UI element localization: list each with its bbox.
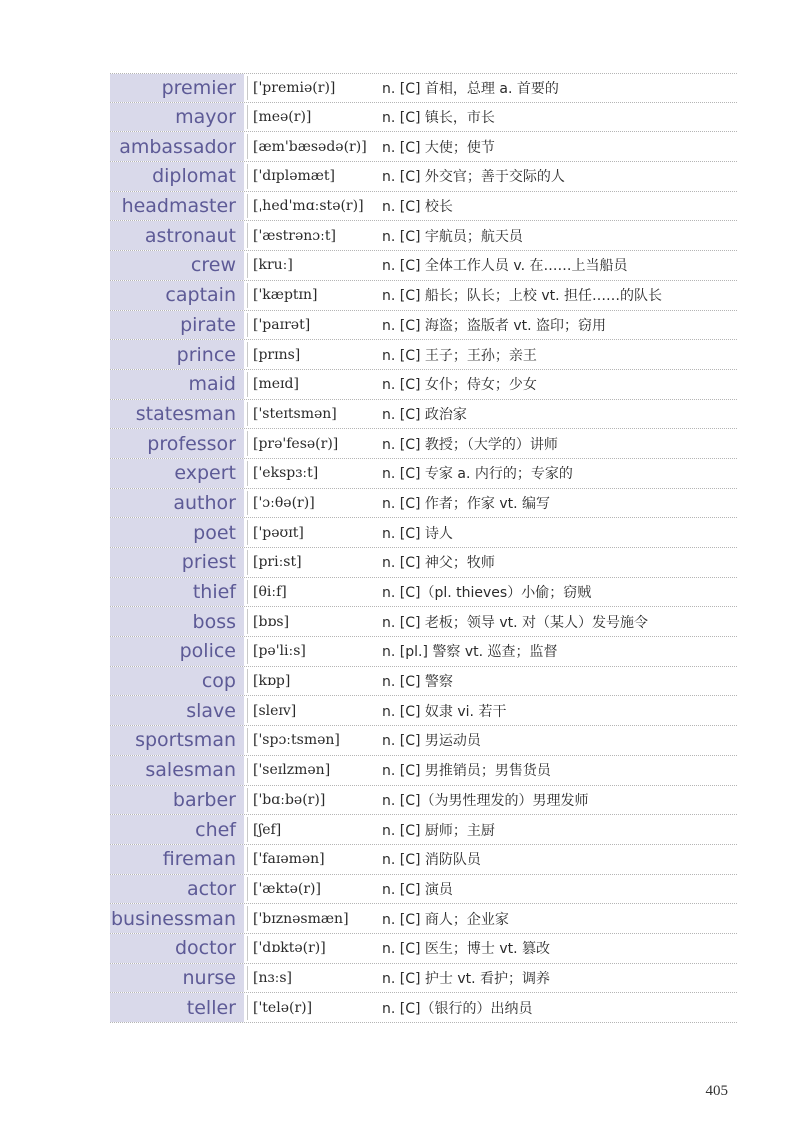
vocab-row [110,429,737,459]
vocab-word: sportsman [110,726,244,755]
vocab-word: police [110,637,244,666]
vocab-row [110,459,737,489]
vocab-word: doctor [110,934,244,963]
vocab-definition: n. [C] 大使；使节 [382,139,495,156]
vocab-phonetic: [meɪd] [244,370,372,399]
vocab-phonetic: [prə'fesə(r)] [244,429,372,458]
vocab-definition: n. [C] 奴隶 vi. 若干 [382,703,507,720]
vocab-phonetic: ['steɪtsmən] [244,400,372,429]
vocab-phonetic: ['æstrənɔːt] [244,221,372,250]
vocab-phonetic: [θiːf] [244,578,372,607]
vocab-row [110,993,737,1023]
vocab-row [110,578,737,608]
vocab-word: businessman [110,904,244,933]
vocab-phonetic: ['pəʊɪt] [244,518,372,547]
vocabulary-table [110,73,737,1023]
vocab-definition: n. [C] 男运动员 [382,733,481,750]
vocab-row [110,696,737,726]
vocab-definition: n. [C] 王子；王孙；亲王 [382,347,537,364]
vocab-definition: n. [C] 诗人 [382,525,453,542]
vocab-definition: n. [C] 宇航员；航天员 [382,228,523,245]
vocab-word: boss [110,607,244,636]
vocab-definition: n. [C] 镇长，市长 [382,110,495,127]
vocab-word: ambassador [110,132,244,161]
vocab-phonetic: [meə(r)] [244,103,372,132]
vocab-row [110,281,737,311]
vocab-definition: n. [C]（为男性理发的）男理发师 [382,792,589,809]
vocab-definition: n. [C] 教授；（大学的）讲师 [382,436,558,453]
vocab-word: thief [110,578,244,607]
page-number: 405 [705,1083,728,1099]
vocab-word: astronaut [110,221,244,250]
vocab-row [110,637,737,667]
vocab-word: nurse [110,964,244,993]
vocab-phonetic: ['bɪznəsmæn] [244,904,372,933]
vocab-word: diplomat [110,162,244,191]
vocab-definition: n. [C] 全体工作人员 v. 在……上当船员 [382,258,628,275]
vocab-phonetic: ['paɪrət] [244,311,372,340]
vocab-definition: n. [C] 女仆；侍女；少女 [382,377,537,394]
vocab-phonetic: [ˌhed'mɑːstə(r)] [244,192,372,221]
vocab-row [110,103,737,133]
vocab-definition: n. [C]（pl. thieves）小偷；窃贼 [382,585,592,602]
vocab-phonetic: [prɪns] [244,340,372,369]
vocab-definition: n. [C] 首相，总理 a. 首要的 [382,80,559,97]
vocab-row [110,518,737,548]
vocab-definition: n. [C] 护士 vt. 看护；调养 [382,970,551,987]
vocab-word: barber [110,786,244,815]
vocab-row [110,73,737,103]
vocab-phonetic: [æm'bæsədə(r)] [244,132,372,161]
vocab-word: cop [110,667,244,696]
vocab-definition: n. [C] 作者；作家 vt. 编写 [382,495,551,512]
vocab-phonetic: ['seɪlzmən] [244,756,372,785]
vocab-phonetic: [priːst] [244,548,372,577]
vocab-word: teller [110,993,244,1022]
vocab-definition: n. [pl.] 警察 vt. 巡查；监督 [382,644,558,661]
vocab-row [110,726,737,756]
vocab-phonetic: [ʃef] [244,815,372,844]
vocab-definition: n. [C] 政治家 [382,406,467,423]
vocab-word: pirate [110,311,244,340]
vocab-row [110,845,737,875]
vocab-row [110,875,737,905]
vocab-word: statesman [110,400,244,429]
vocab-phonetic: ['kæptɪn] [244,281,372,310]
vocab-phonetic: ['telə(r)] [244,993,372,1022]
vocab-row [110,311,737,341]
vocab-definition: n. [C] 老板；领导 vt. 对（某人）发号施令 [382,614,649,631]
vocab-row [110,934,737,964]
vocab-row [110,162,737,192]
vocab-definition: n. [C] 神父；牧师 [382,555,495,572]
vocab-definition: n. [C] 演员 [382,881,453,898]
vocab-phonetic: ['premiə(r)] [244,74,372,102]
vocab-phonetic: ['dɪpləmæt] [244,162,372,191]
vocab-phonetic: ['bɑːbə(r)] [244,786,372,815]
vocab-phonetic: [pə'liːs] [244,637,372,666]
vocab-row [110,489,737,519]
vocab-phonetic: [kɒp] [244,667,372,696]
vocab-word: professor [110,429,244,458]
vocab-definition: n. [C] 海盗；盗版者 vt. 盗印；窃用 [382,317,607,334]
vocab-row [110,192,737,222]
vocab-definition: n. [C]（银行的）出纳员 [382,1000,533,1017]
vocab-definition: n. [C] 男推销员；男售货员 [382,763,551,780]
vocab-word: fireman [110,845,244,874]
vocab-row [110,370,737,400]
vocab-definition: n. [C] 警察 [382,674,453,691]
vocab-word: prince [110,340,244,369]
vocab-phonetic: [nɜːs] [244,964,372,993]
vocab-row [110,964,737,994]
vocab-row [110,786,737,816]
vocab-definition: n. [C] 厨师；主厨 [382,822,495,839]
vocab-word: expert [110,459,244,488]
vocab-row [110,221,737,251]
vocab-word: chef [110,815,244,844]
vocab-word: slave [110,696,244,725]
vocab-word: actor [110,875,244,904]
vocab-row [110,607,737,637]
vocab-row [110,756,737,786]
vocab-definition: n. [C] 商人；企业家 [382,911,509,928]
vocab-word: priest [110,548,244,577]
vocab-word: salesman [110,756,244,785]
vocab-phonetic: ['ekspɜːt] [244,459,372,488]
vocab-phonetic: ['dɒktə(r)] [244,934,372,963]
vocab-word: poet [110,518,244,547]
vocab-word: crew [110,251,244,280]
vocab-row [110,400,737,430]
vocab-phonetic: ['ɔːθə(r)] [244,489,372,518]
vocab-row [110,251,737,281]
vocab-row [110,815,737,845]
vocab-row [110,548,737,578]
vocab-word: mayor [110,103,244,132]
vocab-definition: n. [C] 专家 a. 内行的；专家的 [382,466,573,483]
vocab-phonetic: ['spɔːtsmən] [244,726,372,755]
vocab-phonetic: ['faɪəmən] [244,845,372,874]
vocab-word: maid [110,370,244,399]
vocab-row [110,132,737,162]
vocab-phonetic: [kruː] [244,251,372,280]
vocab-definition: n. [C] 外交官；善于交际的人 [382,169,565,186]
vocab-definition: n. [C] 校长 [382,199,453,216]
vocab-word: author [110,489,244,518]
vocab-row [110,667,737,697]
vocab-phonetic: [sleɪv] [244,696,372,725]
vocab-word: headmaster [110,192,244,221]
vocab-word: premier [110,74,244,102]
vocab-row [110,340,737,370]
vocab-row [110,904,737,934]
vocab-phonetic: ['æktə(r)] [244,875,372,904]
vocab-phonetic: [bɒs] [244,607,372,636]
vocab-definition: n. [C] 医生；博士 vt. 篡改 [382,941,551,958]
vocab-definition: n. [C] 消防队员 [382,852,481,869]
vocab-word: captain [110,281,244,310]
vocab-definition: n. [C] 船长；队长；上校 vt. 担任……的队长 [382,288,663,305]
